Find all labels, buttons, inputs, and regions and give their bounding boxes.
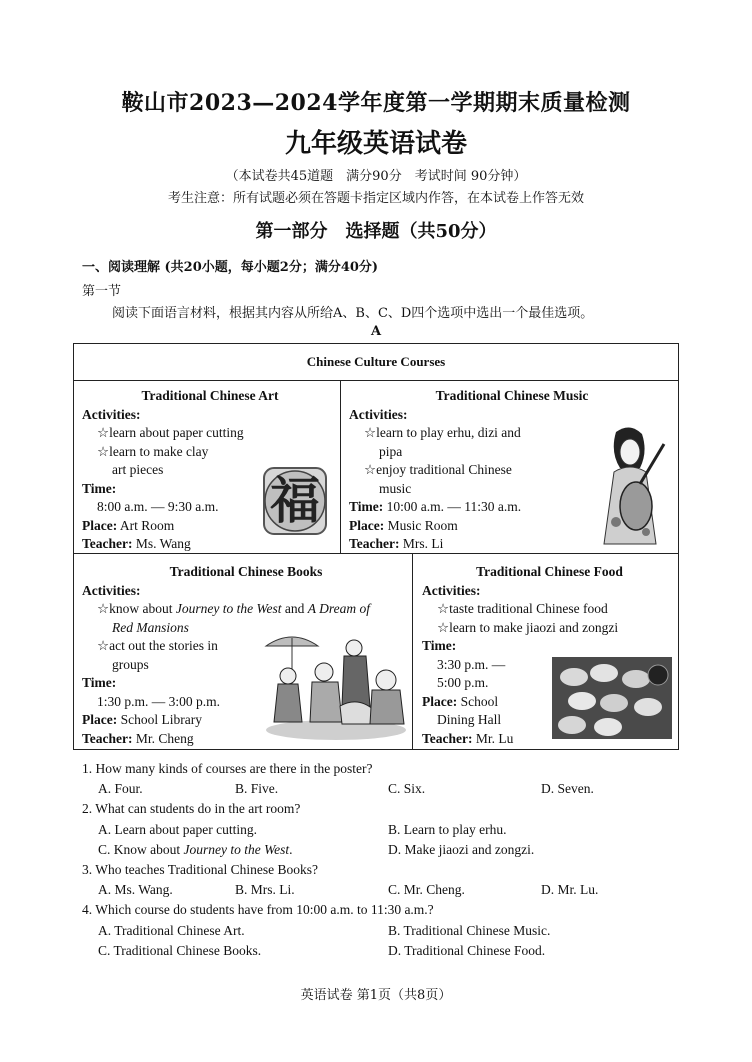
- course-teacher: Mr. Lu: [475, 730, 514, 746]
- activity-text: and: [281, 601, 308, 616]
- course-title: Traditional Chinese Music: [435, 388, 589, 403]
- option-a: A. Learn about paper cutting.: [98, 822, 257, 837]
- exam-notice: 考生注意：所有试题必须在答题卡指定区域内作答，在本试卷上作答无效: [167, 191, 584, 206]
- course-time: 1:30 p.m. — 3:00 p.m.: [97, 693, 221, 709]
- option-text: .: [289, 842, 293, 857]
- activity-item-cont: art pieces: [112, 462, 164, 477]
- course-teacher: Mrs. Li: [402, 536, 444, 551]
- activity-item-cont: groups: [112, 656, 149, 672]
- place-label: Place:: [349, 517, 385, 533]
- book-title: Journey to the West: [183, 842, 290, 857]
- place-label: Place:: [82, 517, 118, 533]
- course-teacher: Mr. Cheng: [135, 730, 194, 746]
- option-a: A. Traditional Chinese Art.: [98, 923, 245, 938]
- option-a: A. Ms. Wang.: [98, 882, 173, 897]
- activity-item: ☆learn about paper cutting: [97, 425, 244, 440]
- course-time: 10:00 a.m. — 11:30 a.m.: [386, 499, 522, 514]
- option-text: C. Know about: [98, 842, 184, 857]
- section-heading: 一、阅读理解 (共20小题，每小题2分；满分40分): [82, 260, 379, 275]
- option-c: C. Traditional Chinese Books.: [98, 943, 262, 958]
- course-place: School Library: [120, 712, 202, 727]
- activity-item: ☆learn to make clay: [97, 443, 209, 459]
- option-b: B. Learn to play erhu.: [388, 822, 507, 837]
- option-b: B. Five.: [235, 781, 279, 796]
- dumplings-photo: [552, 657, 672, 739]
- instruction-text: 阅读下面语言材料，根据其内容从所给A、B、C、D四个选项中选出一个最佳选项。: [112, 306, 594, 321]
- teacher-label: Teacher:: [422, 730, 473, 746]
- option-c: [98, 842, 292, 858]
- activity-text: ☆know about: [97, 601, 176, 616]
- activity-item: ☆act out the stories in: [97, 638, 218, 653]
- place-label: Place:: [422, 693, 458, 709]
- time-label: Time:: [82, 480, 117, 496]
- course-place: Art Room: [119, 517, 175, 533]
- activity-item: ☆taste traditional Chinese food: [437, 601, 608, 616]
- pipa-player-illustration: [586, 422, 674, 546]
- teacher-label: Teacher:: [82, 536, 133, 551]
- poster-title: Chinese Culture Courses: [73, 343, 679, 381]
- page-footer: 英语试卷 第1页（共8页）: [300, 988, 452, 1003]
- activities-label: Activities:: [422, 582, 481, 598]
- activities-label: Activities:: [82, 582, 141, 598]
- course-time-cont: 5:00 p.m.: [437, 675, 489, 690]
- question-stem: 4. Which course do students have from 10:00 a.m. to 11:30 a.m.?: [82, 902, 434, 917]
- activity-item: ☆enjoy traditional Chinese: [364, 462, 512, 477]
- teacher-label: Teacher:: [349, 536, 400, 551]
- time-label: Time:: [82, 675, 117, 690]
- course-place: School: [460, 693, 499, 709]
- option-d: D. Seven.: [541, 781, 594, 796]
- activity-item-cont: pipa: [379, 443, 403, 459]
- course-teacher: Ms. Wang: [135, 536, 191, 551]
- course-place-cont: Dining Hall: [437, 712, 502, 727]
- activity-item: [82, 600, 410, 619]
- option-d: D. Make jiaozi and zongzi.: [388, 842, 535, 857]
- book-title: Red Mansions: [112, 619, 189, 635]
- table-divider: [412, 553, 413, 750]
- teacher-label: Teacher:: [82, 730, 133, 746]
- exam-subject-title: 九年级英语试卷: [284, 129, 467, 159]
- question-stem: 2. What can students do in the art room?: [82, 801, 301, 816]
- part-heading: 第一部分 选择题（共50分）: [255, 221, 497, 242]
- journey-west-illustration: [262, 626, 408, 742]
- passage-letter: A: [370, 324, 382, 339]
- course-title: Traditional Chinese Art: [141, 388, 279, 403]
- course-title: Traditional Chinese Books: [169, 564, 323, 579]
- option-c: C. Six.: [388, 781, 426, 796]
- activity-item-cont: music: [379, 480, 412, 496]
- option-d: D. Mr. Lu.: [541, 882, 599, 897]
- option-b: B. Mrs. Li.: [235, 882, 295, 897]
- fu-character: 福: [270, 471, 320, 530]
- paper-cut-fu-illustration: [258, 462, 332, 540]
- activities-label: Activities:: [82, 406, 141, 422]
- place-label: Place:: [82, 712, 118, 727]
- option-a: A. Four.: [98, 781, 143, 796]
- activities-label: Activities:: [349, 406, 408, 422]
- course-title: Traditional Chinese Food: [476, 564, 623, 579]
- question-stem: 3. Who teaches Traditional Chinese Books?: [82, 862, 318, 877]
- exam-info: （本试卷共45道题 满分90分 考试时间 90分钟）: [225, 169, 527, 184]
- question-stem: 1. How many kinds of courses are there in the poster?: [82, 761, 373, 776]
- time-label: Time:: [422, 638, 457, 653]
- option-d: D. Traditional Chinese Food.: [388, 943, 546, 958]
- book-title: A Dream of: [307, 601, 370, 616]
- subsection-heading: 第一节: [82, 284, 122, 299]
- course-time: 8:00 a.m. — 9:30 a.m.: [97, 499, 219, 514]
- activity-item: ☆learn to make jiaozi and zongzi: [437, 619, 619, 635]
- table-divider: [340, 381, 341, 553]
- option-b: B. Traditional Chinese Music.: [388, 923, 551, 938]
- option-c: C. Mr. Cheng.: [388, 882, 465, 897]
- activity-item: ☆learn to play erhu, dizi and: [364, 425, 521, 440]
- time-label: Time:: [349, 499, 384, 514]
- exam-title: 鞍山市2023—2024学年度第一学期期末质量检测: [121, 90, 631, 116]
- course-place: Music Room: [387, 517, 458, 533]
- course-time: 3:30 p.m. —: [437, 656, 506, 672]
- book-title: Journey to the West: [175, 601, 282, 616]
